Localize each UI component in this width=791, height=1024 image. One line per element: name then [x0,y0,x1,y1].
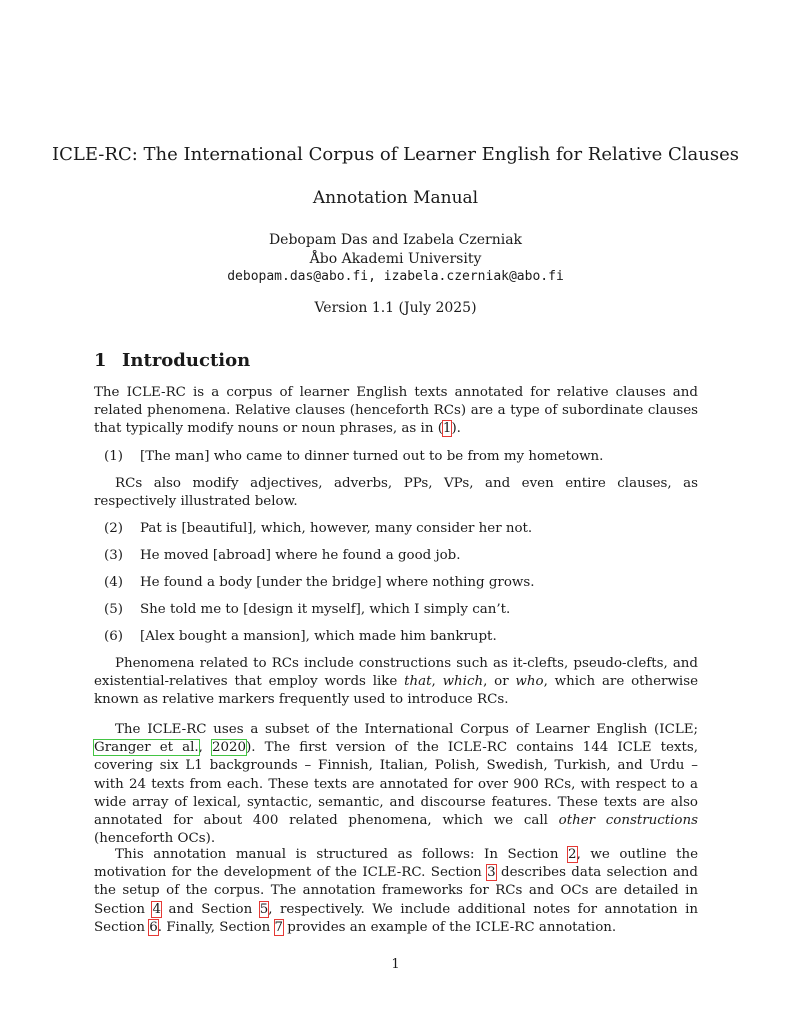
paragraph-text: , or [483,674,516,690]
paragraph-intro [94,384,698,439]
example-ref-link[interactable]: 1 [442,421,452,437]
example-number: (3) [104,548,123,563]
section-ref-link[interactable]: 7 [274,919,284,935]
author-names: Debopam Das and Izabela Czerniak [268,232,523,248]
paragraph-text: ). [451,421,461,437]
paragraph-text: describes data selection and the setup of the corpus. The annotation frameworks for RCs and OCs are detailed in Section [94,865,698,917]
example-number: (1) [104,449,123,464]
example-item [104,547,698,565]
section-ref-link[interactable]: 3 [487,865,496,881]
paragraph-text: provides an example of the ICLE-RC annotation. [283,919,617,935]
example-number: (5) [104,602,123,617]
paper-subtitle: Annotation Manual [312,188,479,208]
paragraph-text: , [431,674,443,690]
section-number: 1 [94,350,107,371]
example-number: (2) [104,521,123,536]
section-ref-link[interactable]: 2 [568,847,577,862]
citation-year-link[interactable]: 2020 [211,740,247,756]
paragraph-text: The ICLE-RC is a corpus of learner English texts annotated for relative clauses and related phenomena. Relative clauses (henceforth RCs) are a type of subordinate clauses that typically modify nouns or noun phrases, as in ( [94,385,698,437]
paragraph-text: and Section [161,901,260,917]
author-affiliation: Åbo Akademi University [309,251,482,267]
paragraph-structure [94,846,698,937]
example-text: She told me to [design it myself], which I simply can’t. [140,602,511,617]
paragraph-modify: RCs also modify adjectives, adverbs, PPs, VPs, and even entire clauses, as respectively illustrated below. [94,476,698,510]
paper-title: ICLE-RC: The International Corpus of Learner English for Relative Clauses [52,144,739,165]
paragraph-text: (henceforth OCs). [94,831,216,847]
paragraph-phenomena [94,655,698,710]
paragraph-text: . Finally, Section [157,919,275,935]
section-ref-link[interactable]: 4 [152,901,162,917]
italic-term: which [442,674,484,690]
section-ref-link[interactable]: 6 [149,919,158,935]
example-text: [The man] who came to dinner turned out to be from my hometown. [140,449,604,464]
example-item [104,520,698,538]
paragraph-text: The ICLE-RC uses a subset of the International Corpus of Learner English (ICLE; [115,722,698,737]
italic-term: that [404,674,432,690]
italic-term: who [515,674,544,690]
paragraph-text: , we outline the motivation for the development of the ICLE-RC. Section [94,847,699,881]
paragraph-text: Phenomena related to RCs include constructions such as it-clefts, pseudo-clefts, and existential-relatives that employ words like [94,656,698,690]
example-text: [Alex bought a mansion], which made him bankrupt. [140,629,497,644]
paragraph-text: , [198,740,212,756]
paragraph-text: , which are otherwise known as relative markers frequently used to introduce RCs. [94,674,698,708]
example-item [104,601,698,619]
example-text: Pat is [beautiful], which, however, many consider her not. [140,521,533,536]
example-item [104,448,698,466]
section-heading [94,350,250,371]
page-number: 1 [391,957,400,972]
section-ref-link[interactable]: 5 [259,901,269,917]
paragraph-corpus [94,721,698,848]
citation-link[interactable]: Granger et al. [94,740,199,756]
author-emails: debopam.das@abo.fi, izabela.czerniak@abo.fi [227,269,564,284]
example-item [104,628,698,646]
paragraph-text: ). The first version of the ICLE-RC contains 144 ICLE texts, covering six L1 backgrounds – Finnish, Italian, Polish, Swedish, Turkish, and Urdu – with 24 texts from each. These texts are annotated for over 900 RCs, with respect to a wide array of lexical, syntactic, semantic, and discourse features. These texts are also annotated for about 400 related phenomena, which we call [94,740,698,829]
italic-term: other constructions [558,813,698,829]
paragraph-text: , respectively. We include additional notes for annotation in Section [94,901,698,935]
section-title: Introduction [122,350,251,371]
version-line: Version 1.1 (July 2025) [314,300,477,316]
paragraph-text: This annotation manual is structured as follows: In Section [115,847,569,862]
example-number: (6) [104,629,123,644]
example-number: (4) [104,575,123,590]
example-text: He moved [abroad] where he found a good job. [140,548,461,563]
example-item [104,574,698,592]
example-text: He found a body [under the bridge] where nothing grows. [140,575,535,590]
